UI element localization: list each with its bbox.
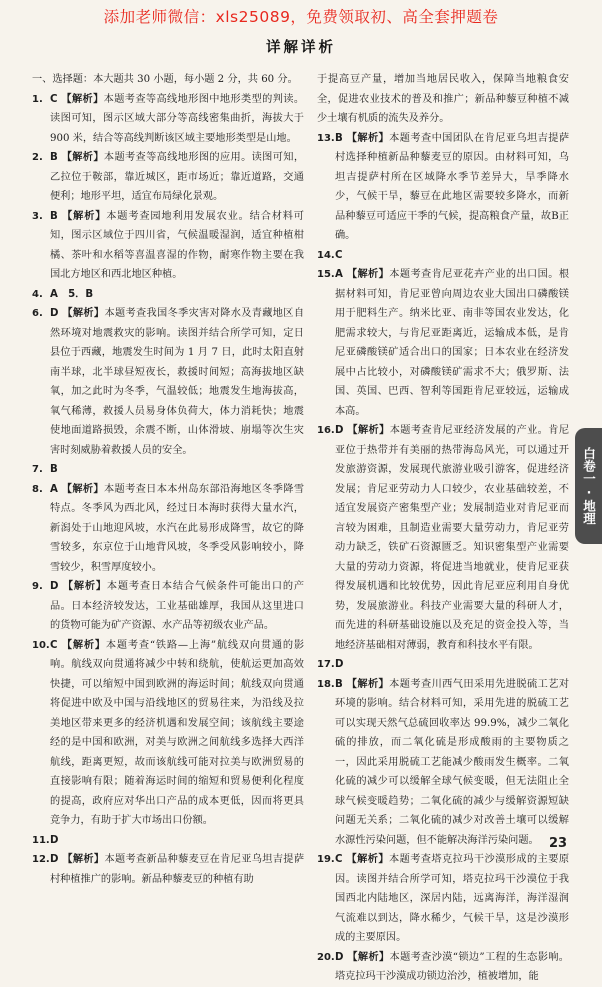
- answer-body: [335, 265, 569, 421]
- answer-body: [50, 850, 304, 889]
- answer-body: [50, 304, 304, 460]
- analysis-text: 本题考查园地利用发展农业。结合材料可知，图示区域位于四川省，气候温暖湿润，适宜种植柑橘、茶叶和水稻等喜温喜湿的作物，耐寒作物主要在我国北方地区和西北地区种植。: [50, 210, 304, 280]
- answer-item: [32, 285, 304, 305]
- answer-letter: B: [50, 210, 63, 222]
- analysis-text: 本题考查川西气田采用先进脱硫工艺对环境的影响。结合材料可知，采用先进的脱硫工艺可以实现天然气总硫回收率达 99.9%，减少二氧化硫的排放，而二氧化硫是形成酸雨的主要物质之一，因此采用脱硫工艺能减少酸雨发生概率。二氧化硫的减少可以缓解全球气候变暖，但无法阻止全球气候变暖趋势；二氧化硫的减少与缓解资源短缺问题无关系；二氧化硫的减少对改善土壤可以缓解水源性污染问题，但不能解决海洋污染问题。: [335, 678, 570, 846]
- question-number: 15.: [317, 269, 335, 280]
- answer-body: [50, 577, 304, 636]
- answer-item: [32, 636, 304, 831]
- question-number: 2.: [32, 152, 43, 163]
- answer-body: [335, 246, 569, 266]
- continuation-text: 于提高豆产量，增加当地居民收入，保障当地粮食安全，促进农业技术的普及和推广；新品种藜豆种植不减少土壤有机质的流失及养分。: [317, 74, 569, 124]
- left-answer-list: [32, 90, 304, 890]
- answer-body: [335, 675, 569, 851]
- answer-letter: D: [50, 834, 59, 846]
- analysis-tag: 【解析】: [61, 483, 104, 495]
- answer-letter: A: [335, 269, 347, 280]
- answer-item: [32, 480, 304, 578]
- question-number: 7.: [32, 464, 43, 475]
- analysis-text: 本题考查塔克拉玛干沙漠形成的主要原因。读图并结合所学可知，塔克拉玛干沙漠位于我国西北内陆地区，深居内陆，远离海洋，海洋湿润气流难以到达，降水稀少，气候干旱，这是沙漠形成的主要原因。: [335, 854, 570, 943]
- answer-body: [50, 90, 304, 149]
- analysis-tag: 【解析】: [347, 951, 390, 963]
- analysis-tag: 【解析】: [347, 425, 390, 436]
- page-title: 详解详析: [266, 40, 336, 56]
- side-tab: [575, 428, 602, 544]
- answer-letter: A: [50, 483, 62, 495]
- answer-item: [32, 577, 304, 636]
- question-number: 3.: [32, 210, 43, 222]
- analysis-text: 本题考查肯尼亚花卉产业的出口国。根据材料可知，肯尼亚曾向周边农业大国出口磷酸镁用于肥料生产。纳米比亚、南非等国农业发达，化肥需求较大，与肯尼亚距离近，运输成本低，是肯尼亚磷酸镁矿适合出口的国家；日本农业在经济发展中占比较小，对磷酸镁矿需求不大；俄罗斯、法国、英国、巴西、智利等国距肯尼亚较远，运输成本高。: [335, 269, 570, 417]
- answer-body: [335, 948, 569, 987]
- analysis-tag: 【解析】: [346, 854, 389, 865]
- question-number: 11.: [32, 834, 50, 846]
- analysis-tag: 【解析】: [62, 308, 105, 319]
- answer-item: [317, 265, 569, 421]
- analysis-tag: 【解析】: [62, 581, 107, 592]
- question-number: 1.: [32, 93, 43, 105]
- analysis-text: 本题考查日本本州岛东部沿海地区冬季降雪特点。冬季风为西北风，经过日本海时获得大量水汽，新潟处于山地迎风坡，水汽在此易形成降雪，故它的降雪较多，东京位于山地背风坡，冬季受风影响较小，降雪较少，积雪厚度较小。: [50, 483, 305, 573]
- answer-item: [32, 831, 304, 851]
- section-intro: 一、选择题：本大题共 30 小题，每小题 2 分，共 60 分。: [32, 74, 298, 85]
- answer-letter: B: [50, 464, 58, 475]
- analysis-text: 本题考查等高线地形图的应用。读图可知，乙拉位于鞍部，靠近城区，距市场近；靠近道路，交通便利；地形平坦，适宜布局绿化景观。: [50, 152, 305, 202]
- answer-item: [317, 675, 569, 851]
- answer-body: [50, 636, 304, 831]
- answer-body: [50, 207, 304, 285]
- question-number: 19.: [317, 854, 335, 865]
- promo-banner: 添加老师微信：xls25089，免费领取初、高全套押题卷: [103, 8, 499, 26]
- analysis-tag: 【解析】: [346, 132, 390, 144]
- answer-body: [335, 655, 569, 675]
- question-number: 20.: [317, 951, 335, 963]
- answer-letter: B: [335, 132, 347, 144]
- right-answer-list: [317, 129, 569, 987]
- analysis-text: 本题考查新品种藜麦豆在肯尼亚乌坦吉提萨村种植推广的影响。新品种藜麦豆的种植有助: [50, 854, 305, 885]
- left-column: [32, 70, 305, 885]
- question-number: 17.: [317, 659, 335, 670]
- analysis-text: 本题考查我国冬季灾害对降水及青藏地区自然环境对地震救灾的影响。读图并结合所学可知，定日县位于西藏，地震发生时间为 1 月 7 日，此时太阳直射南半球，北半球昼短夜长，救援时间短；高海拔地区缺氧，加之此时为冬季，气温较低；地震发生地海拔高，氧气稀薄，救援人员易身体负荷大，体力消耗快；地震使地面道路损毁，余震不断，山体滑坡、崩塌等次生灾害时刻威胁着救援人员的安全。: [50, 308, 305, 456]
- analysis-tag: 【解析】: [346, 269, 390, 280]
- analysis-tag: 【解析】: [61, 93, 104, 105]
- answer-item: [317, 850, 569, 948]
- question-number: 12.: [32, 854, 50, 865]
- answer-item: [317, 948, 569, 987]
- analysis-tag: 【解析】: [61, 152, 104, 163]
- question-number: 4.: [32, 288, 43, 300]
- analysis-tag: 【解析】: [346, 678, 390, 690]
- answer-letter: D: [335, 659, 344, 670]
- answer-letter: D: [50, 854, 63, 865]
- question-number: 6.: [32, 308, 43, 319]
- answer-letter: C: [335, 854, 347, 865]
- answer-body: [335, 421, 569, 655]
- question-number: 9.: [32, 581, 43, 592]
- side-tab-label: 白卷一·地理: [581, 447, 597, 525]
- answer-letter: A 5．B: [50, 288, 94, 300]
- answer-item: [317, 421, 569, 655]
- answer-letter: C: [335, 249, 343, 261]
- answer-letter: D: [50, 308, 63, 319]
- answer-body: [335, 129, 569, 246]
- answer-letter: D: [335, 951, 348, 963]
- right-column: [317, 70, 570, 982]
- analysis-tag: 【解析】: [61, 639, 106, 651]
- answer-item: [317, 129, 569, 246]
- answer-letter: C: [50, 93, 62, 105]
- analysis-text: 本题考查沙漠“锁边”工程的生态影响。塔克拉玛干沙漠成功锁边治沙，植被增加，能: [335, 951, 569, 982]
- page-number: 23: [549, 836, 568, 851]
- analysis-text: 本题考查日本结合气候条件可能出口的产品。日本经济较发达，工业基础雄厚，我国从这里进口的货物可能为矿产资源、水产品等初级农业产品。: [50, 581, 305, 631]
- answer-body: [50, 831, 304, 851]
- analysis-text: 本题考查“铁路—上海”航线双向贯通的影响。航线双向贯通将减少中转和绕航，使航运更加高效快捷，可以缩短中国到欧洲的海运时间；航线双向贯通将促进中欧及中国与沿线地区的贸易往来，为沿线及拉美地区带来更多的经济机遇和发展空间；该航线主要途经的是中国和欧洲，对美与欧洲之间航线多选择大西洋航线，距离更短，故而该航线可能对拉美与欧洲贸易的直接影响有限；随着海运时间的缩短和贸易便利化程度的提高，政府应对华出口产品的成本更低，因而将更具竞争力，有助于扩大市场出口份额。: [50, 639, 305, 826]
- analysis-text: 本题考查等高线地形图中地形类型的判读。读图可知，图示区域大部分等高线密集曲折，海拔大于 900 米，结合等高线判断该区域主要地形类型是山地。: [50, 93, 305, 144]
- analysis-text: 本题考查肯尼亚经济发展的产业。肯尼亚位于热带并有美丽的热带海岛风光，可以通过开发旅游资源，发展现代旅游业吸引游客，促进经济发展；肯尼亚劳动力人口较少，农业基础较差，不适宜发展资产密集型产业；发展制造业对肯尼亚而言较为困难，且制造业需要大量劳动力，肯尼亚劳动力缺乏，铁矿石资源匮乏。知识密集型产业需要大量的劳动力资源，将促进当地就业，使肯尼亚获得发展机遇和比较优势，因此肯尼亚应利用自身优势，发展旅游业。科技产业需要大量的科研人才，而先进的科研基础设施以及充足的资金投入等，当地经济基础相对薄弱，教育和科技水平有限。: [335, 425, 570, 651]
- answer-letter: C: [50, 639, 62, 651]
- answer-item: [32, 207, 304, 285]
- question-number: 10.: [32, 639, 50, 651]
- analysis-tag: 【解析】: [62, 210, 107, 222]
- analysis-text: 本题考查中国团队在肯尼亚乌坦吉提萨村选择种植新品种藜麦豆的原因。由材料可知，乌坦吉提萨村所在区域降水季节差异大，旱季降水少，气候干旱，藜豆在此地区需要较多降水，而新品种藜豆可适应干季的气候，提高粮食产量，故B正确。: [335, 132, 570, 241]
- answer-letter: B: [335, 678, 347, 690]
- answer-body: [50, 480, 304, 578]
- question-number: 16.: [317, 425, 335, 436]
- answer-item: [317, 655, 569, 675]
- answer-body: [335, 850, 569, 948]
- answer-item: [32, 850, 304, 889]
- answer-item: [32, 304, 304, 460]
- answer-letter: D: [50, 581, 63, 592]
- answer-body: [50, 285, 304, 305]
- question-number: 8.: [32, 483, 43, 495]
- answer-item: [317, 246, 569, 266]
- analysis-tag: 【解析】: [62, 854, 105, 865]
- answer-item: [32, 148, 304, 207]
- answer-item: [32, 460, 304, 480]
- question-number: 13.: [317, 132, 335, 144]
- answer-letter: D: [335, 425, 348, 436]
- answer-item: [32, 90, 304, 149]
- question-number: 14.: [317, 249, 335, 261]
- question-number: 18.: [317, 678, 335, 690]
- answer-body: [50, 460, 304, 480]
- answer-letter: B: [50, 152, 62, 163]
- answer-body: [50, 148, 304, 207]
